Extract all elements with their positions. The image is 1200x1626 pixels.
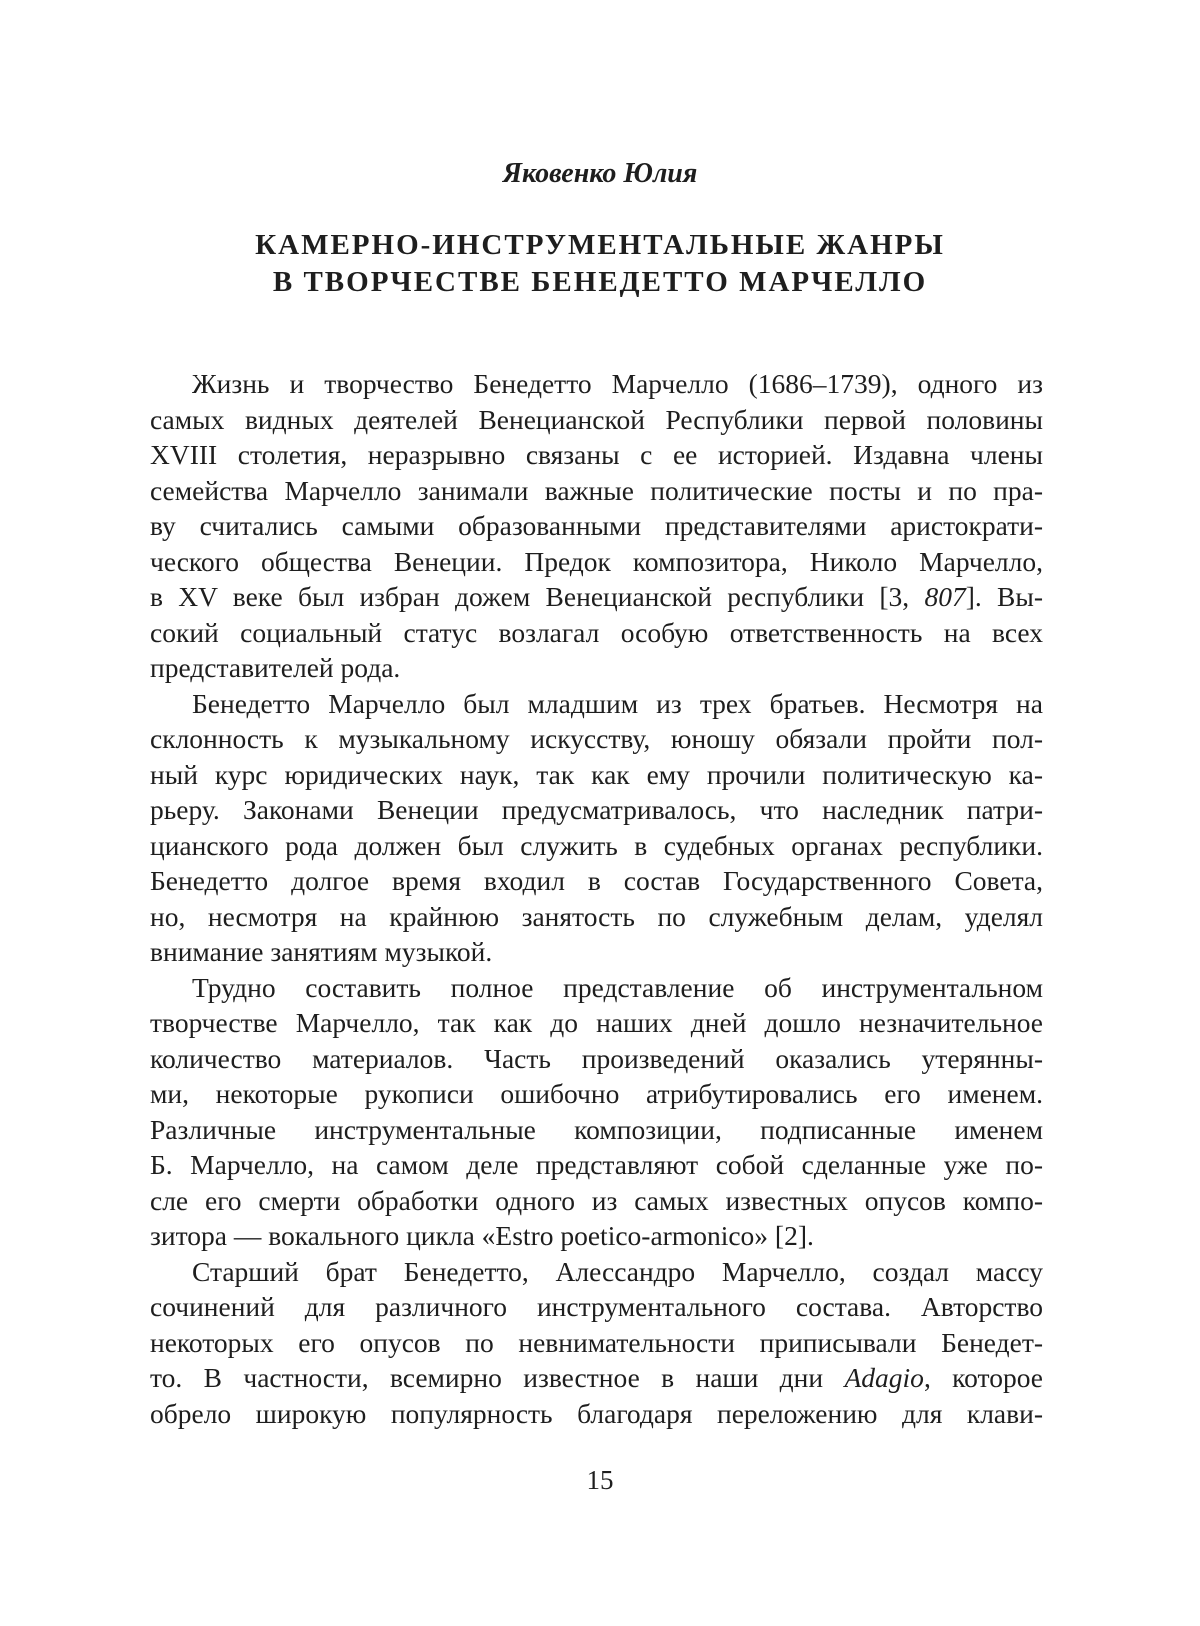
text-line [150,1005,1043,1041]
text-line [150,544,1043,580]
text-segment: в XV веке был избран дожем Венецианской республики [3, [150,581,925,612]
author-line: Яковенко Юлия [502,158,698,189]
text-segment: Различные инструментальные композиции, подписанные именем [150,1113,1043,1145]
text-line [150,1289,1043,1325]
text-line [150,721,1043,757]
text-line [150,686,1043,722]
text-line [150,615,1043,651]
text-line [150,1041,1043,1077]
text-line [150,650,1043,686]
text-segment: сокий социальный статус возлагал особую ответственность на всех [150,616,1043,648]
text-segment: Жизнь и творчество Бенедетто Марчелло (1686–1739), одного из [192,368,1043,399]
text-segment: Трудно составить полное представление об инструментальном [192,971,1043,1003]
text-segment: склонность к музыкальному искусству, юношу обязали пройти пол- [150,723,1043,754]
text-line [150,1218,1043,1254]
article-body [150,366,1043,1431]
text-segment: количество материалов. Часть произведений оказались утерянны- [150,1042,1043,1074]
text-segment: Старший брат Бенедетто, Алессандро Марчелло, создал массу [192,1255,1043,1287]
italic-text-segment: 807 [924,581,966,612]
text-segment: XVIII столетия, неразрывно связаны с ее историей. Издавна члены [150,439,1043,470]
text-line [150,579,1043,615]
text-line [150,1183,1043,1219]
text-segment: ный курс юридических наук, так как ему прочили политическую ка- [150,758,1043,790]
text-line [150,934,1043,970]
text-line [150,899,1043,935]
text-line [150,828,1043,864]
text-line [150,863,1043,899]
text-segment: внимание занятиям музыкой. [150,936,493,967]
text-segment: сле его смерти обработки одного из самых известных опусов компо- [150,1184,1043,1216]
article-title-line2: В ТВОРЧЕСТВЕ БЕНЕДЕТТО МАРЧЕЛЛО [272,266,928,298]
text-segment: представителей рода. [150,652,401,683]
text-line [150,1396,1043,1432]
text-segment: но, несмотря на крайнюю занятость по служебным делам, уделял [150,900,1043,932]
text-line [150,1112,1043,1148]
article-title [0,227,1200,301]
text-line [150,1325,1043,1361]
text-segment: зитора — вокального цикла «Estro poetico-armonico» [2]. [150,1220,814,1251]
text-line [150,437,1043,473]
text-segment: Б. Марчелло, на самом деле представляют собой сделанные уже по- [150,1149,1043,1180]
text-segment: Бенедетто долгое время входил в состав Государственного Совета, [150,865,1043,896]
text-line [150,473,1043,509]
text-line [150,757,1043,793]
text-line [150,508,1043,544]
text-segment: сочинений для различного инструментального состава. Авторство [150,1291,1043,1322]
text-segment: ]. Вы- [965,581,1043,612]
text-segment: рьеру. Законами Венеции предусматривалось, что наследник патри- [150,794,1043,825]
text-segment: то. В частности, всемирно известное в наши дни [150,1362,845,1393]
text-line [150,1360,1043,1396]
article-title-line1: КАМЕРНО-ИНСТРУМЕНТАЛЬНЫЕ ЖАНРЫ [255,229,945,261]
text-segment: цианского рода должен был служить в судебных органах республики. [150,829,1043,861]
text-line [150,1147,1043,1183]
text-line [150,402,1043,438]
text-segment: обрело широкую популярность благодаря переложению для клави- [150,1397,1043,1429]
text-segment: творчестве Марчелло, так как до наших дней дошло незначительное [150,1007,1043,1038]
italic-text-segment: Adagio [844,1362,924,1393]
text-segment: , которое [923,1362,1043,1393]
page-number: 15 [586,1465,614,1495]
text-line [150,1076,1043,1112]
text-segment: ми, некоторые рукописи ошибочно атрибутировались его именем. [150,1078,1043,1109]
text-line [150,792,1043,828]
text-segment: семейства Марчелло занимали важные политические посты и по пра- [150,474,1043,506]
text-segment: самых видных деятелей Венецианской Республики первой половины [150,403,1043,435]
text-segment: некоторых его опусов по невнимательности приписывали Бенедет- [150,1326,1043,1358]
text-line [150,970,1043,1006]
text-segment: ву считались самыми образованными представителями аристократи- [150,510,1043,541]
text-line [150,366,1043,402]
text-segment: Бенедетто Марчелло был младшим из трех братьев. Несмотря на [192,687,1043,719]
text-segment: ческого общества Венеции. Предок композитора, Николо Марчелло, [150,545,1043,577]
text-line [150,1254,1043,1290]
